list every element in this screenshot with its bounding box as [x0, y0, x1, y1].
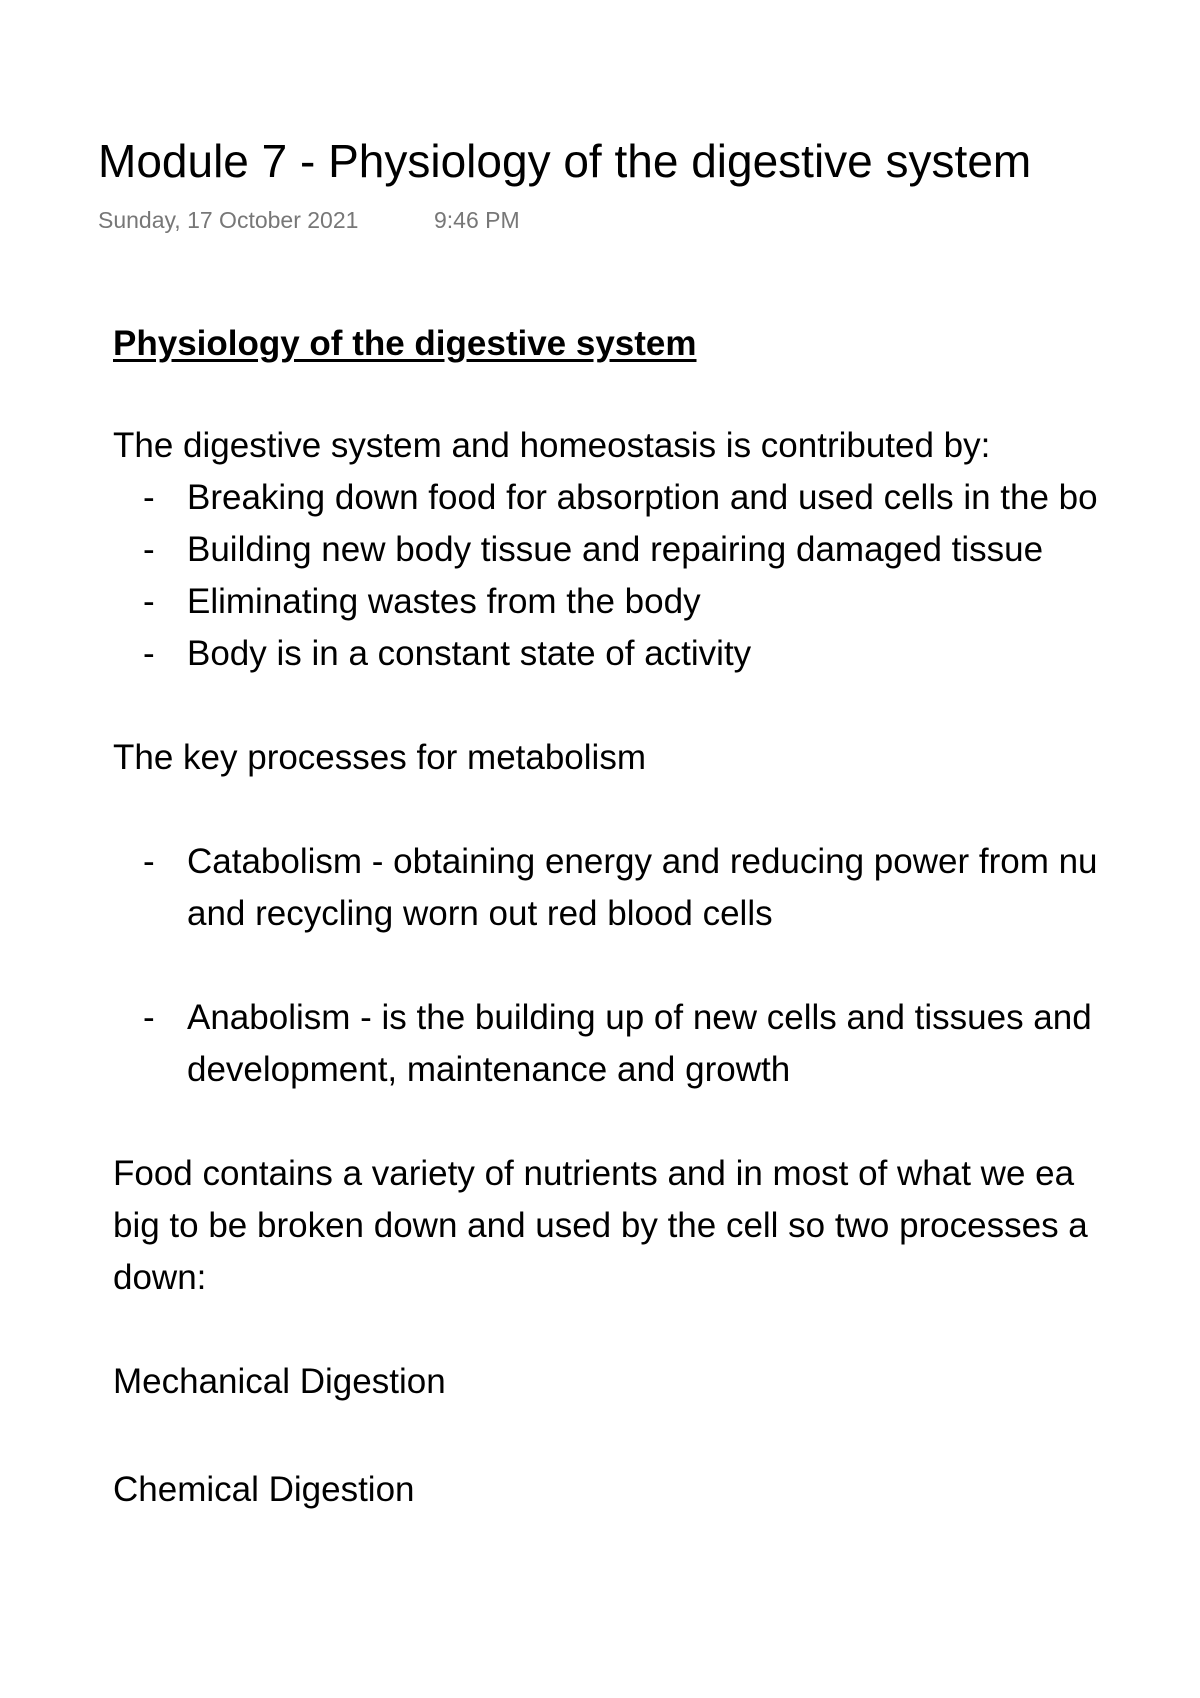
list-item-text: Breaking down food for absorption and used cells in the bo [187, 478, 1098, 517]
page-date: Sunday, 17 October 2021 [98, 207, 359, 233]
list-item-text: Body is in a constant state of activity [187, 634, 752, 673]
chemical-digestion-label: Chemical Digestion [113, 1470, 415, 1509]
list-item-text: Building new body tissue and repairing damaged tissue [187, 530, 1044, 569]
intro-text: The digestive system and homeostasis is contributed by: [113, 426, 991, 465]
bullet-dash: - [143, 634, 155, 673]
food-paragraph-line-3: down: [113, 1258, 207, 1297]
food-paragraph-line-2: big to be broken down and used by the cell so two processes a [113, 1206, 1088, 1245]
page-time: 9:46 PM [434, 207, 520, 233]
list-item-text: Eliminating wastes from the body [187, 582, 701, 621]
food-paragraph-line-1: Food contains a variety of nutrients and in most of what we ea [113, 1154, 1075, 1193]
bullet-dash: - [143, 582, 155, 621]
bullet-dash: - [143, 842, 155, 881]
bullet-dash: - [143, 530, 155, 569]
anabolism-line-1: Anabolism - is the building up of new cells and tissues and [187, 998, 1092, 1037]
catabolism-line-1: Catabolism - obtaining energy and reducing power from nu [187, 842, 1098, 881]
anabolism-line-2: development, maintenance and growth [187, 1050, 791, 1089]
bullet-dash: - [143, 998, 155, 1037]
page-title: Module 7 - Physiology of the digestive system [98, 135, 1032, 187]
section-heading: Physiology of the digestive system [113, 324, 697, 363]
bullet-dash: - [143, 478, 155, 517]
catabolism-line-2: and recycling worn out red blood cells [187, 894, 773, 933]
metabolism-intro: The key processes for metabolism [113, 738, 646, 777]
mechanical-digestion-label: Mechanical Digestion [113, 1362, 446, 1401]
